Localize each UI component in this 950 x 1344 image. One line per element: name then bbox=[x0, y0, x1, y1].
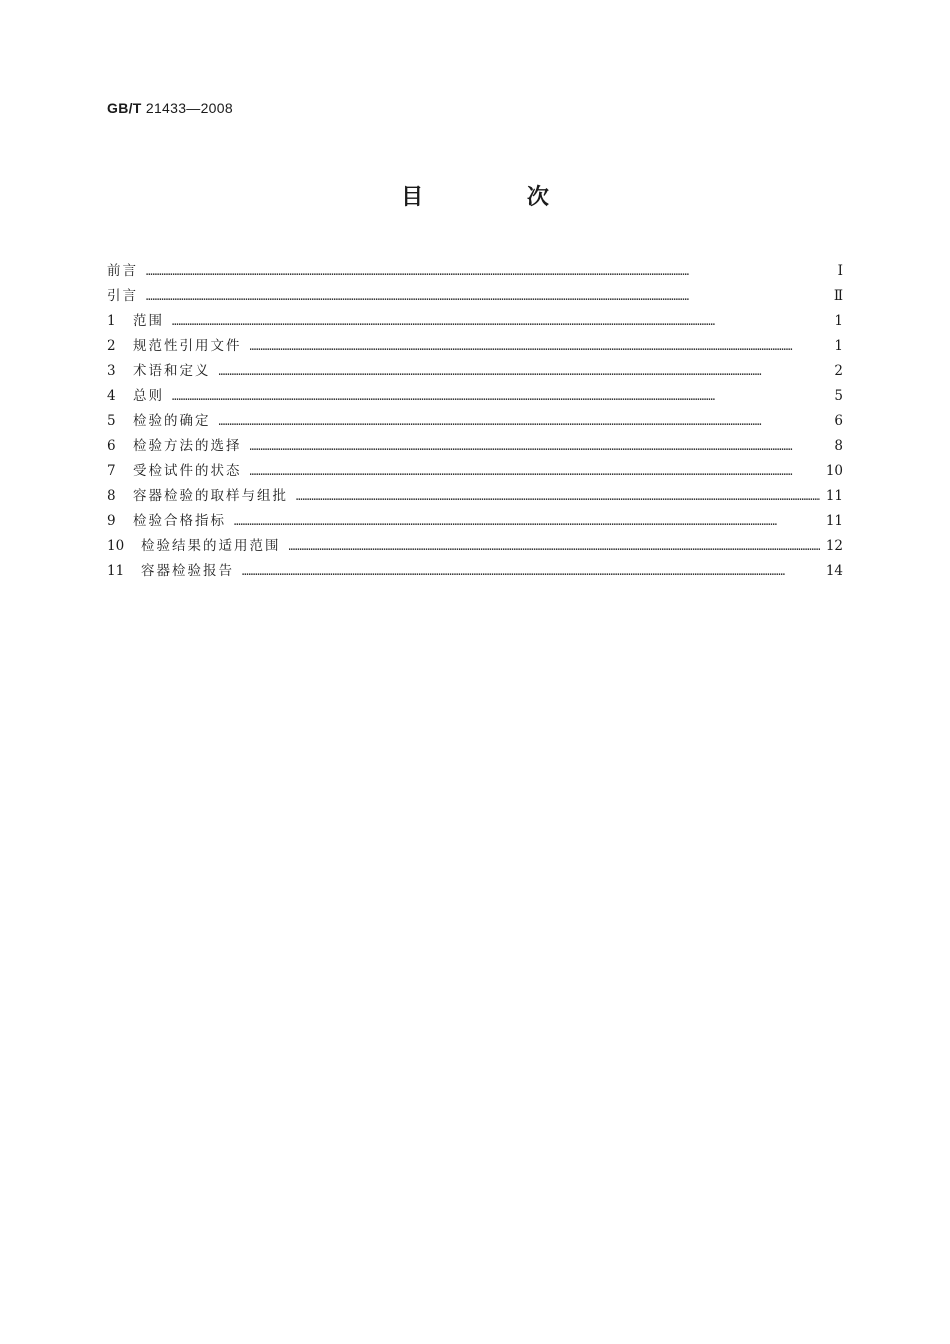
toc-entry[interactable] bbox=[107, 534, 843, 559]
standard-code-header bbox=[107, 100, 233, 116]
toc-entry-number: 2 bbox=[107, 338, 116, 354]
toc-entry-title: 容器检验报告 bbox=[141, 563, 234, 579]
toc-entry-number: 6 bbox=[107, 438, 116, 454]
toc-entry[interactable] bbox=[107, 484, 843, 509]
toc-dot-leader bbox=[172, 384, 823, 409]
toc-entry-number: 9 bbox=[107, 513, 116, 529]
toc-entry-number: 5 bbox=[107, 413, 116, 429]
toc-entry-page: 2 bbox=[834, 363, 843, 379]
toc-entry-number: 7 bbox=[107, 463, 116, 479]
toc-entry[interactable] bbox=[107, 309, 843, 334]
toc-entry-title: 规范性引用文件 bbox=[133, 338, 242, 354]
toc-entry[interactable] bbox=[107, 284, 843, 309]
toc-dot-leader bbox=[172, 309, 823, 334]
toc-entry-page: 14 bbox=[825, 563, 843, 579]
toc-entry-title: 前言 bbox=[107, 263, 138, 279]
toc-dot-leader bbox=[250, 334, 824, 359]
toc-entry[interactable] bbox=[107, 559, 843, 584]
toc-entry-title: 引言 bbox=[107, 288, 138, 304]
toc-entry-page: 5 bbox=[834, 388, 843, 404]
toc-dot-leader bbox=[242, 559, 820, 584]
toc-entry-page: 6 bbox=[834, 413, 843, 429]
toc-dot-leader bbox=[146, 259, 823, 284]
toc-entry-page: 1 bbox=[834, 313, 843, 329]
toc-entry-title: 检验合格指标 bbox=[133, 513, 226, 529]
table-of-contents bbox=[107, 259, 843, 584]
toc-entry-number: 11 bbox=[107, 563, 125, 579]
standard-prefix: GB/T bbox=[107, 100, 142, 116]
toc-entry[interactable] bbox=[107, 359, 843, 384]
toc-entry-number: 1 bbox=[107, 313, 116, 329]
toc-entry-title: 术语和定义 bbox=[133, 363, 211, 379]
toc-dot-leader bbox=[234, 509, 820, 534]
toc-entry-page: 11 bbox=[825, 513, 843, 529]
toc-entry-number: 8 bbox=[107, 488, 116, 504]
toc-dot-leader bbox=[250, 434, 824, 459]
toc-entry-page: 8 bbox=[834, 438, 843, 454]
toc-entry-number: 10 bbox=[107, 538, 125, 554]
toc-entry[interactable] bbox=[107, 409, 843, 434]
toc-entry-number: 4 bbox=[107, 388, 116, 404]
toc-entry-page: 11 bbox=[825, 488, 843, 504]
toc-dot-leader bbox=[219, 359, 824, 384]
toc-entry-title: 范围 bbox=[133, 313, 164, 329]
toc-entry-title: 总则 bbox=[133, 388, 164, 404]
toc-entry-title: 受检试件的状态 bbox=[133, 463, 242, 479]
toc-entry-page: 12 bbox=[825, 538, 843, 554]
toc-entry[interactable] bbox=[107, 259, 843, 284]
toc-dot-leader bbox=[219, 409, 824, 434]
toc-entry[interactable] bbox=[107, 459, 843, 484]
toc-entry-page: Ⅱ bbox=[833, 288, 843, 304]
toc-dot-leader bbox=[289, 534, 820, 559]
toc-dot-leader bbox=[296, 484, 820, 509]
page-title: 目 次 bbox=[401, 185, 597, 210]
toc-entry-page: 10 bbox=[825, 463, 843, 479]
toc-entry[interactable] bbox=[107, 334, 843, 359]
toc-entry-title: 检验方法的选择 bbox=[133, 438, 242, 454]
toc-entry-page: 1 bbox=[834, 338, 843, 354]
toc-entry-number: 3 bbox=[107, 363, 116, 379]
toc-entry[interactable] bbox=[107, 384, 843, 409]
toc-entry[interactable] bbox=[107, 434, 843, 459]
toc-dot-leader bbox=[250, 459, 820, 484]
toc-entry-title: 检验的确定 bbox=[133, 413, 211, 429]
toc-entry-title: 容器检验的取样与组批 bbox=[133, 488, 288, 504]
toc-entry-page: Ⅰ bbox=[837, 263, 843, 279]
toc-entry-title: 检验结果的适用范围 bbox=[141, 538, 281, 554]
toc-dot-leader bbox=[146, 284, 823, 309]
standard-number: 21433—2008 bbox=[145, 100, 233, 116]
toc-entry[interactable] bbox=[107, 509, 843, 534]
